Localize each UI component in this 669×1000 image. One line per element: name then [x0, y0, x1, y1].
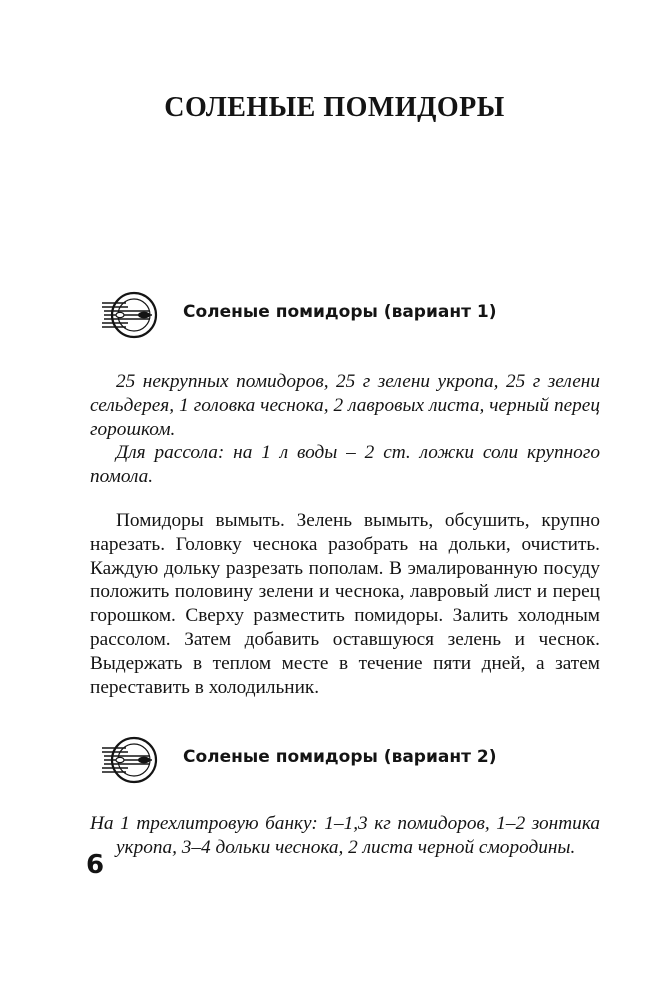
recipe-1-title: Соленые помидоры (вариант 1) [183, 302, 497, 322]
recipe-1-brine: Для рассола: на 1 л воды – 2 ст. ложки соли крупного помола. [90, 442, 600, 488]
recipe-1-method-block [90, 509, 600, 699]
chapter-title: СОЛЕНЫЕ ПОМИДОРЫ [164, 92, 505, 123]
recipe-1-header [100, 290, 620, 340]
recipe-2-ingredients-block [90, 812, 600, 860]
recipe-1-ingredients: 25 некрупных помидоров, 25 г зелени укропа, 25 г зелени сельдерея, 1 головка чеснока, 2 лавровых листа, черный перец горошком. [90, 371, 600, 440]
recipe-2-ingredients: На 1 трехлитровую банку: 1–1,3 кг помидоров, 1–2 зонтика укропа, 3–4 дольки чеснока, 2 листа черной смородины. [90, 813, 600, 858]
recipe-1-ingredients-block [90, 370, 600, 489]
recipe-2-title: Соленые помидоры (вариант 2) [183, 747, 497, 767]
page-number: 6 [86, 850, 105, 880]
plate-cutlery-icon [100, 735, 164, 785]
plate-cutlery-icon [100, 290, 164, 340]
recipe-2-header [100, 735, 620, 785]
recipe-1-method: Помидоры вымыть. Зелень вымыть, обсушить, крупно нарезать. Головку чеснока разобрать на дольки, очистить. Каждую дольку разрезать пополам. В эмалированную посуду положить половину зелени и чеснока, лавровый лист и перец горошком. Сверху разместить помидоры. Залить холодным рассолом. Затем добавить оставшуюся зелень и чеснок. Выдержать в теплом месте в течение пяти дней, а затем переставить в холодильник. [90, 510, 600, 698]
